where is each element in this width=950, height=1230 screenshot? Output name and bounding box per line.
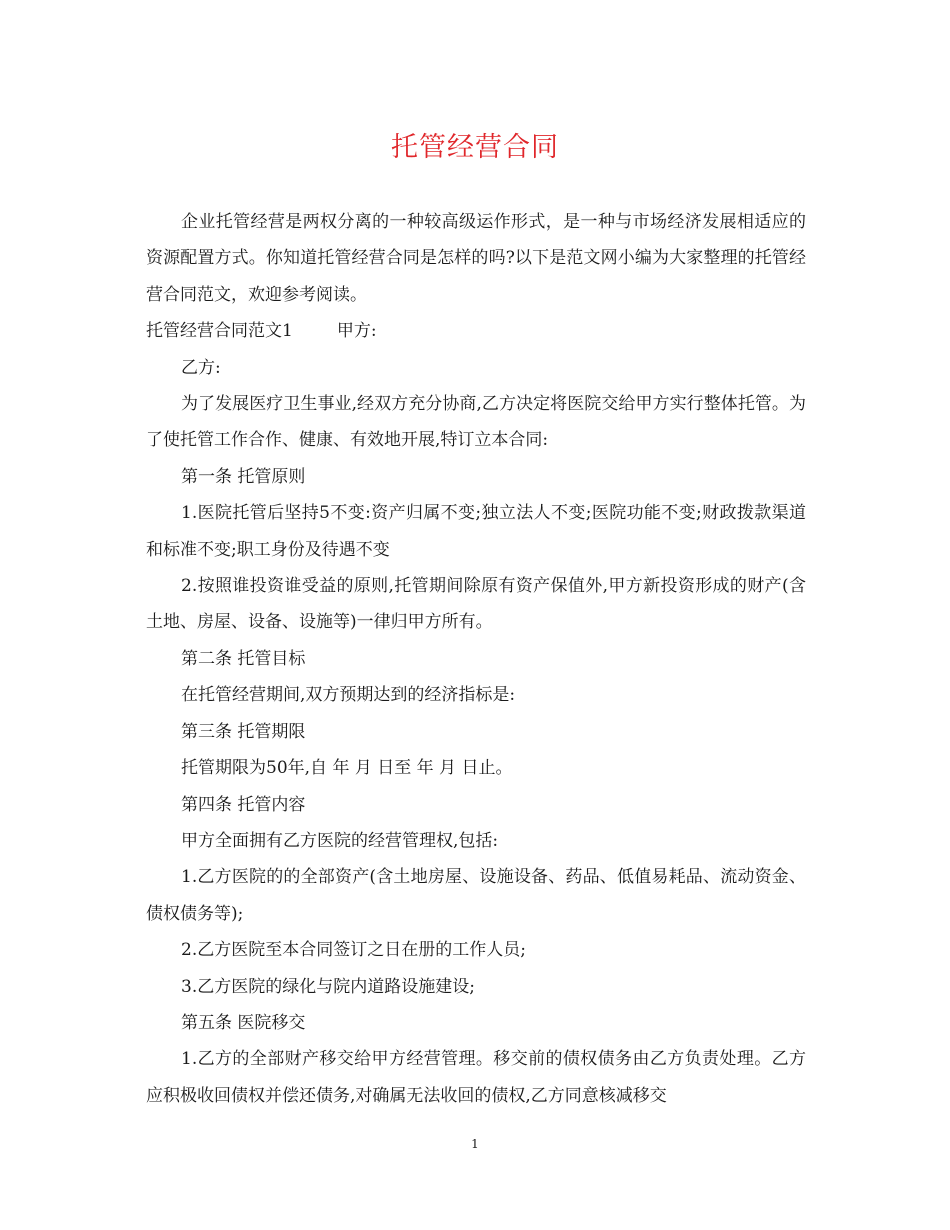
article-4-clause-3: 3.乙方医院的绿化与院内道路设施建设; bbox=[181, 976, 475, 997]
intro-paragraph: 企业托管经营是两权分离的一种较高级运作形式，是一种与市场经济发展相适应的资源配置方式。你知道托管经营合同是怎样的吗?以下是范文网小编为大家整理的托管经营合同范文，欢迎参考阅读。 bbox=[146, 212, 806, 305]
party-b-label: 乙方: bbox=[181, 357, 221, 378]
sample-heading-label: 托管经营合同范文1 bbox=[146, 321, 293, 342]
article-5-clause-1: 1.乙方的全部财产移交给甲方经营管理。移交前的债权债务由乙方负责处理。乙方应积极收回债权并偿还债务,对确属无法收回的债权,乙方同意核减移交 bbox=[146, 1049, 806, 1106]
article-1-heading: 第一条 托管原则 bbox=[181, 466, 306, 487]
article-1-clause-2: 2.按照谁投资谁受益的原则,托管期间除原有资产保值外,甲方新投资形成的财产(含土地、房屋、设备、设施等)一律归甲方所有。 bbox=[146, 576, 806, 633]
article-1-clause-1: 1.医院托管后坚持5不变:资产归属不变;独立法人不变;医院功能不变;财政拨款渠道和标准不变;职工身份及待遇不变 bbox=[146, 503, 806, 560]
document-title: 托管经营合同 bbox=[391, 132, 559, 163]
preamble-paragraph: 为了发展医疗卫生事业,经双方充分协商,乙方决定将医院交给甲方实行整体托管。为了使托管工作合作、健康、有效地开展,特订立本合同: bbox=[146, 394, 806, 451]
document-body bbox=[146, 204, 806, 1114]
article-3-text: 托管期限为50年,自 年 月 日至 年 月 日止。 bbox=[181, 758, 513, 779]
article-4-text: 甲方全面拥有乙方医院的经营管理权,包括: bbox=[181, 830, 499, 851]
article-2-text: 在托管经营期间,双方预期达到的经济指标是: bbox=[181, 685, 516, 706]
article-4-clause-2: 2.乙方医院至本合同签订之日在册的工作人员; bbox=[181, 940, 526, 961]
article-4-clause-1: 1.乙方医院的的全部资产(含土地房屋、设施设备、药品、低值易耗品、流动资金、债权债务等); bbox=[146, 867, 806, 924]
article-5-heading: 第五条 医院移交 bbox=[181, 1012, 306, 1033]
article-4-heading: 第四条 托管内容 bbox=[181, 794, 306, 815]
article-2-heading: 第二条 托管目标 bbox=[181, 648, 306, 669]
party-a-label: 甲方: bbox=[336, 321, 377, 342]
article-3-heading: 第三条 托管期限 bbox=[181, 721, 306, 742]
page-number: 1 bbox=[471, 1137, 479, 1151]
sample-heading bbox=[146, 313, 806, 349]
